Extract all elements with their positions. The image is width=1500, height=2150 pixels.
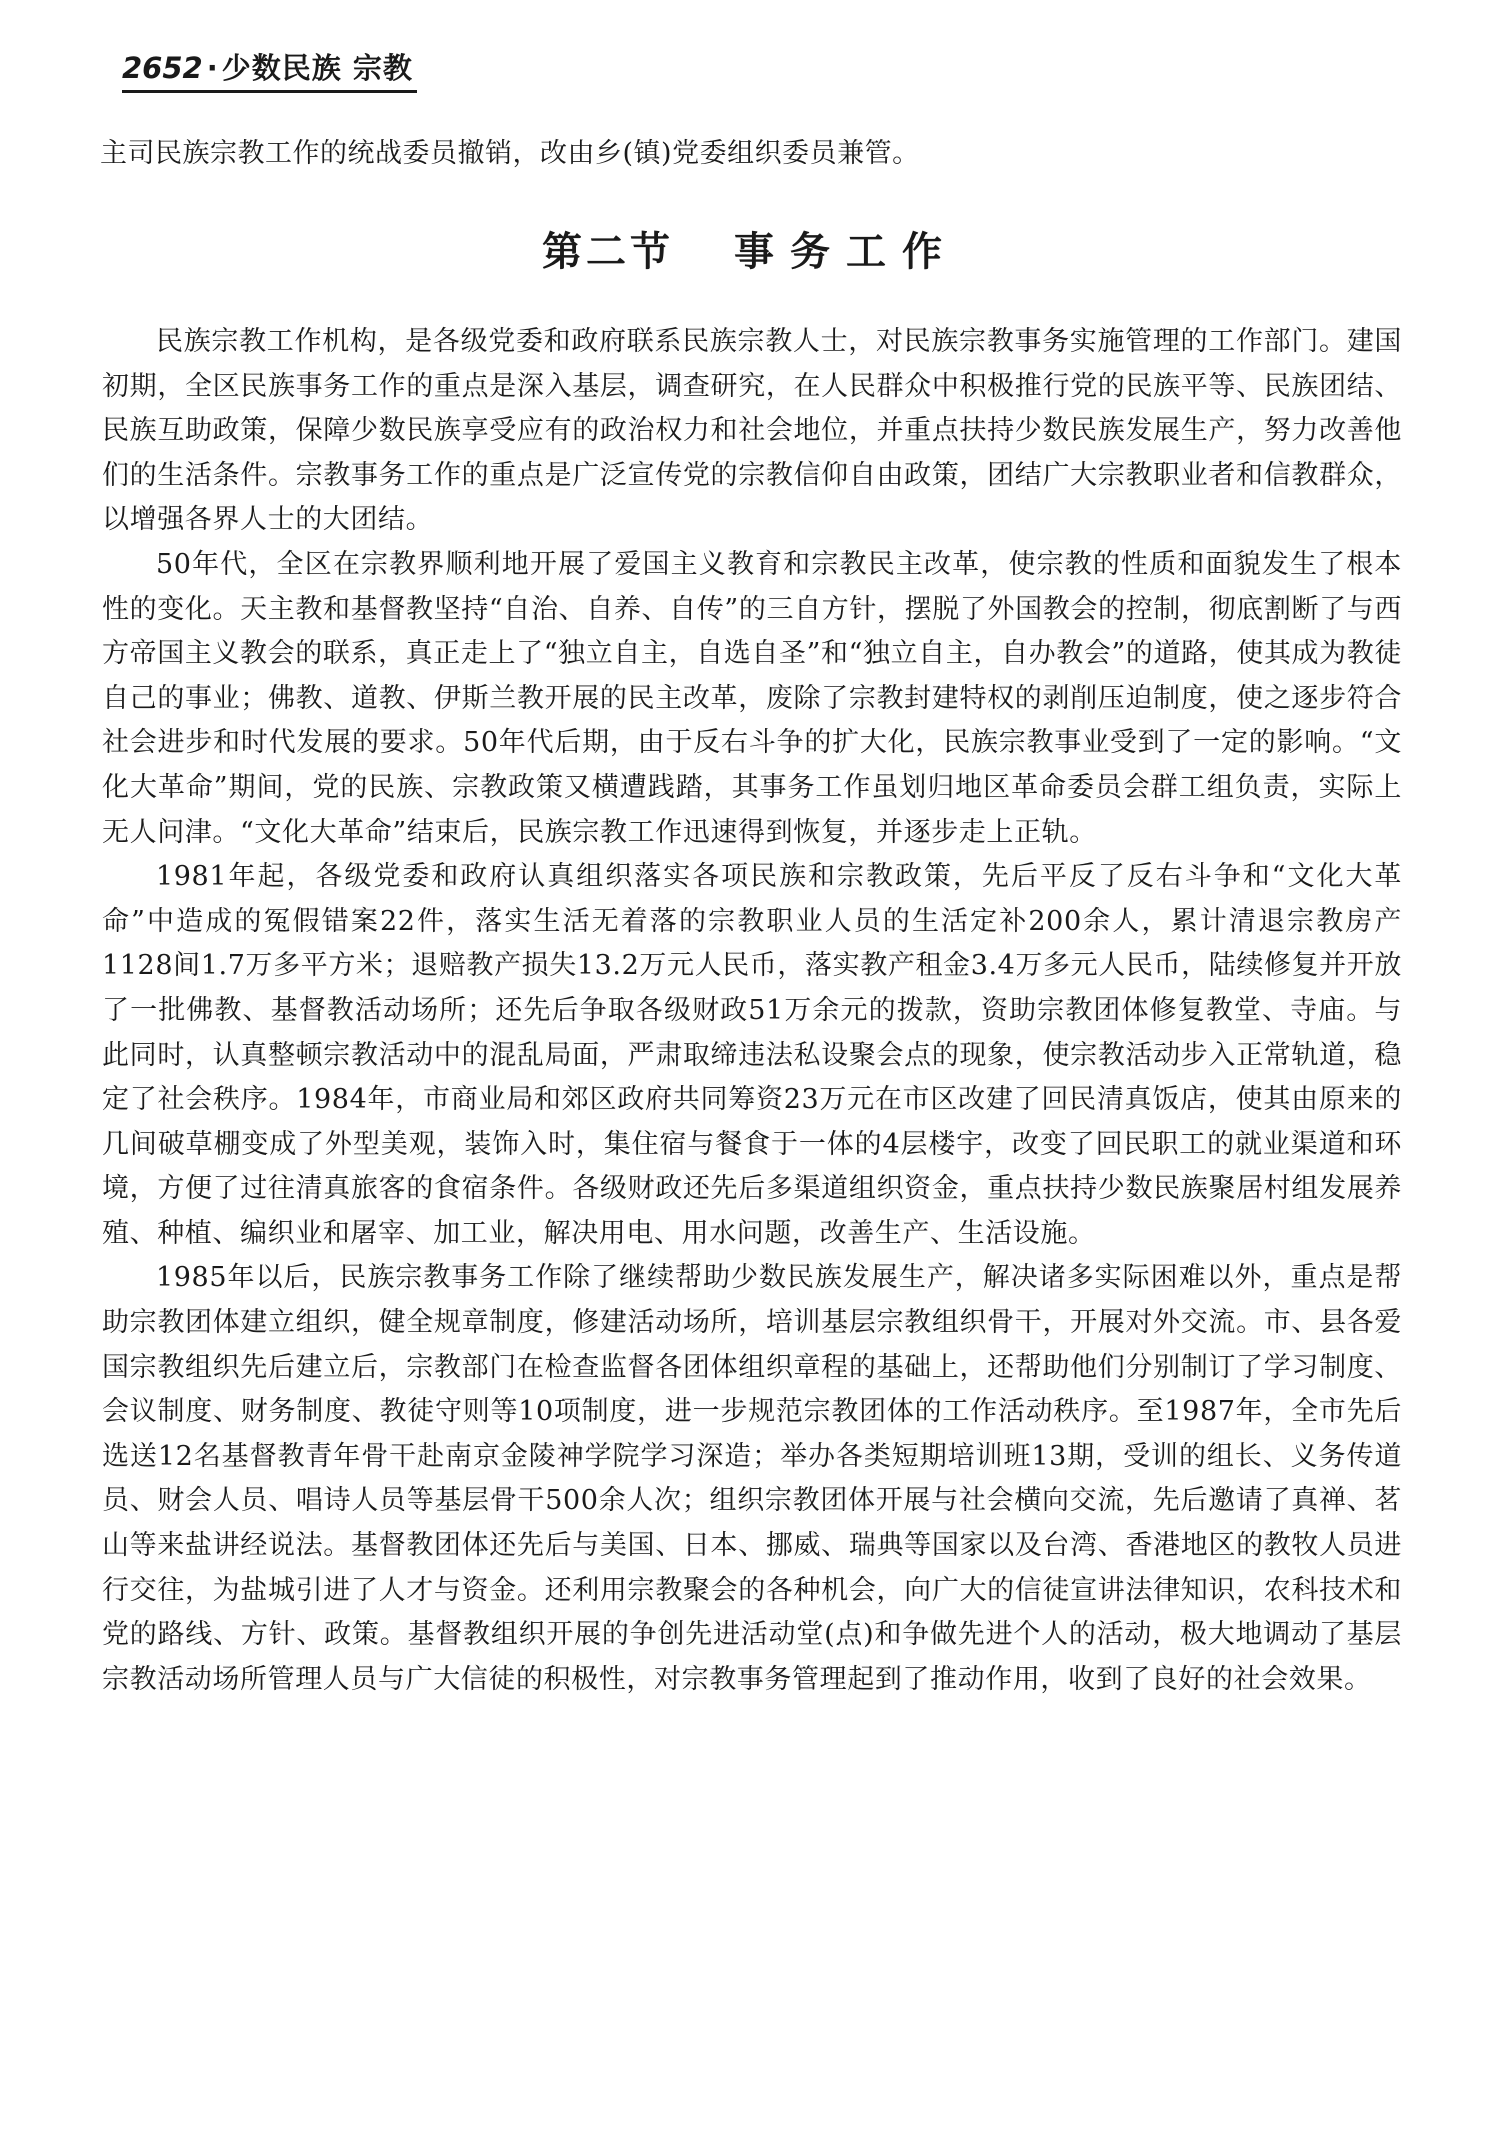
paragraph-1: 民族宗教工作机构，是各级党委和政府联系民族宗教人士，对民族宗教事务实施管理的工作部门。建国初期，全区民族事务工作的重点是深入基层，调查研究，在人民群众中积极推行党的民族平等、民族团结、民族互助政策，保障少数民族享受应有的政治权力和社会地位，并重点扶持少数民族发展生产，努力改善他们的生活条件。宗教事务工作的重点是广泛宣传党的宗教信仰自由政策，团结广大宗教职业者和信教群众，以增强各界人士的大团结。: [102, 326, 1402, 536]
body-text: [102, 320, 1402, 1702]
section-heading: [0, 224, 1500, 280]
continuation-line: 主司民族宗教工作的统战委员撤销，改由乡(镇)党委组织委员兼管。: [100, 138, 920, 169]
paragraph-4: 1985年以后，民族宗教事务工作除了继续帮助少数民族发展生产，解决诸多实际困难以外，重点是帮助宗教团体建立组织，健全规章制度，修建活动场所，培训基层宗教组织骨干，开展对外交流。市、县各爱国宗教组织先后建立后，宗教部门在检查监督各团体组织章程的基础上，还帮助他们分别制订了学习制度、会议制度、财务制度、教徒守则等10项制度，进一步规范宗教团体的工作活动秩序。至1987年，全市先后选送12名基督教青年骨干赴南京金陵神学院学习深造；举办各类短期培训班13期，受训的组长、义务传道员、财会人员、唱诗人员等基层骨干500余人次；组织宗教团体开展与社会横向交流，先后邀请了真禅、茗山等来盐讲经说法。基督教团体还先后与美国、日本、挪威、瑞典等国家以及台湾、香港地区的教牧人员进行交往，为盐城引进了人才与资金。还利用宗教聚会的各种机会，向广大的信徒宣讲法律知识，农科技术和党的路线、方针、政策。基督教组织开展的争创先进活动堂(点)和争做先进个人的活动，极大地调动了基层宗教活动场所管理人员与广大信徒的积极性，对宗教事务管理起到了推动作用，收到了良好的社会效果。: [102, 1262, 1402, 1695]
running-head: [122, 48, 417, 93]
paragraph-3: 1981年起，各级党委和政府认真组织落实各项民族和宗教政策，先后平反了反右斗争和“文化大革命”中造成的冤假错案22件，落实生活无着落的宗教职业人员的生活定补200余人，累计清退宗教房产1128间1.7万多平方米；退赔教产损失13.2万元人民币，落实教产租金3.4万多元人民币，陆续修复并开放了一批佛教、基督教活动场所；还先后争取各级财政51万余元的拨款，资助宗教团体修复教堂、寺庙。与此同时，认真整顿宗教活动中的混乱局面，严肃取缔违法私设聚会点的现象，使宗教活动步入正常轨道，稳定了社会秩序。1984年，市商业局和郊区政府共同筹资23万元在市区改建了回民清真饭店，使其由原来的几间破草棚变成了外型美观，装饰入时，集住宿与餐食于一体的4层楼宇，改变了回民职工的就业渠道和环境，方便了过往清真旅客的食宿条件。各级财政还先后多渠道组织资金，重点扶持少数民族聚居村组发展养殖、种植、编织业和屠宰、加工业，解决用电、用水问题，改善生产、生活设施。: [102, 861, 1402, 1249]
page-number: 2652: [122, 51, 203, 85]
paragraph-2: 50年代，全区在宗教界顺利地开展了爱国主义教育和宗教民主改革，使宗教的性质和面貌发生了根本性的变化。天主教和基督教坚持“自治、自养、自传”的三自方针，摆脱了外国教会的控制，彻底割断了与西方帝国主义教会的联系，真正走上了“独立自主，自选自圣”和“独立自主，自办教会”的道路，使其成为教徒自己的事业；佛教、道教、伊斯兰教开展的民主改革，废除了宗教封建特权的剥削压迫制度，使之逐步符合社会进步和时代发展的要求。50年代后期，由于反右斗争的扩大化，民族宗教事业受到了一定的影响。“文化大革命”期间，党的民族、宗教政策又横遭践踏，其事务工作虽划归地区革命委员会群工组负责，实际上无人问津。“文化大革命”结束后，民族宗教工作迅速得到恢复，并逐步走上正轨。: [102, 548, 1402, 848]
section-label: 第二节: [542, 228, 674, 275]
running-head-section: 少数民族 宗教: [221, 51, 413, 85]
running-head-separator: ·: [206, 51, 218, 85]
section-title: 事务工作: [734, 228, 958, 275]
